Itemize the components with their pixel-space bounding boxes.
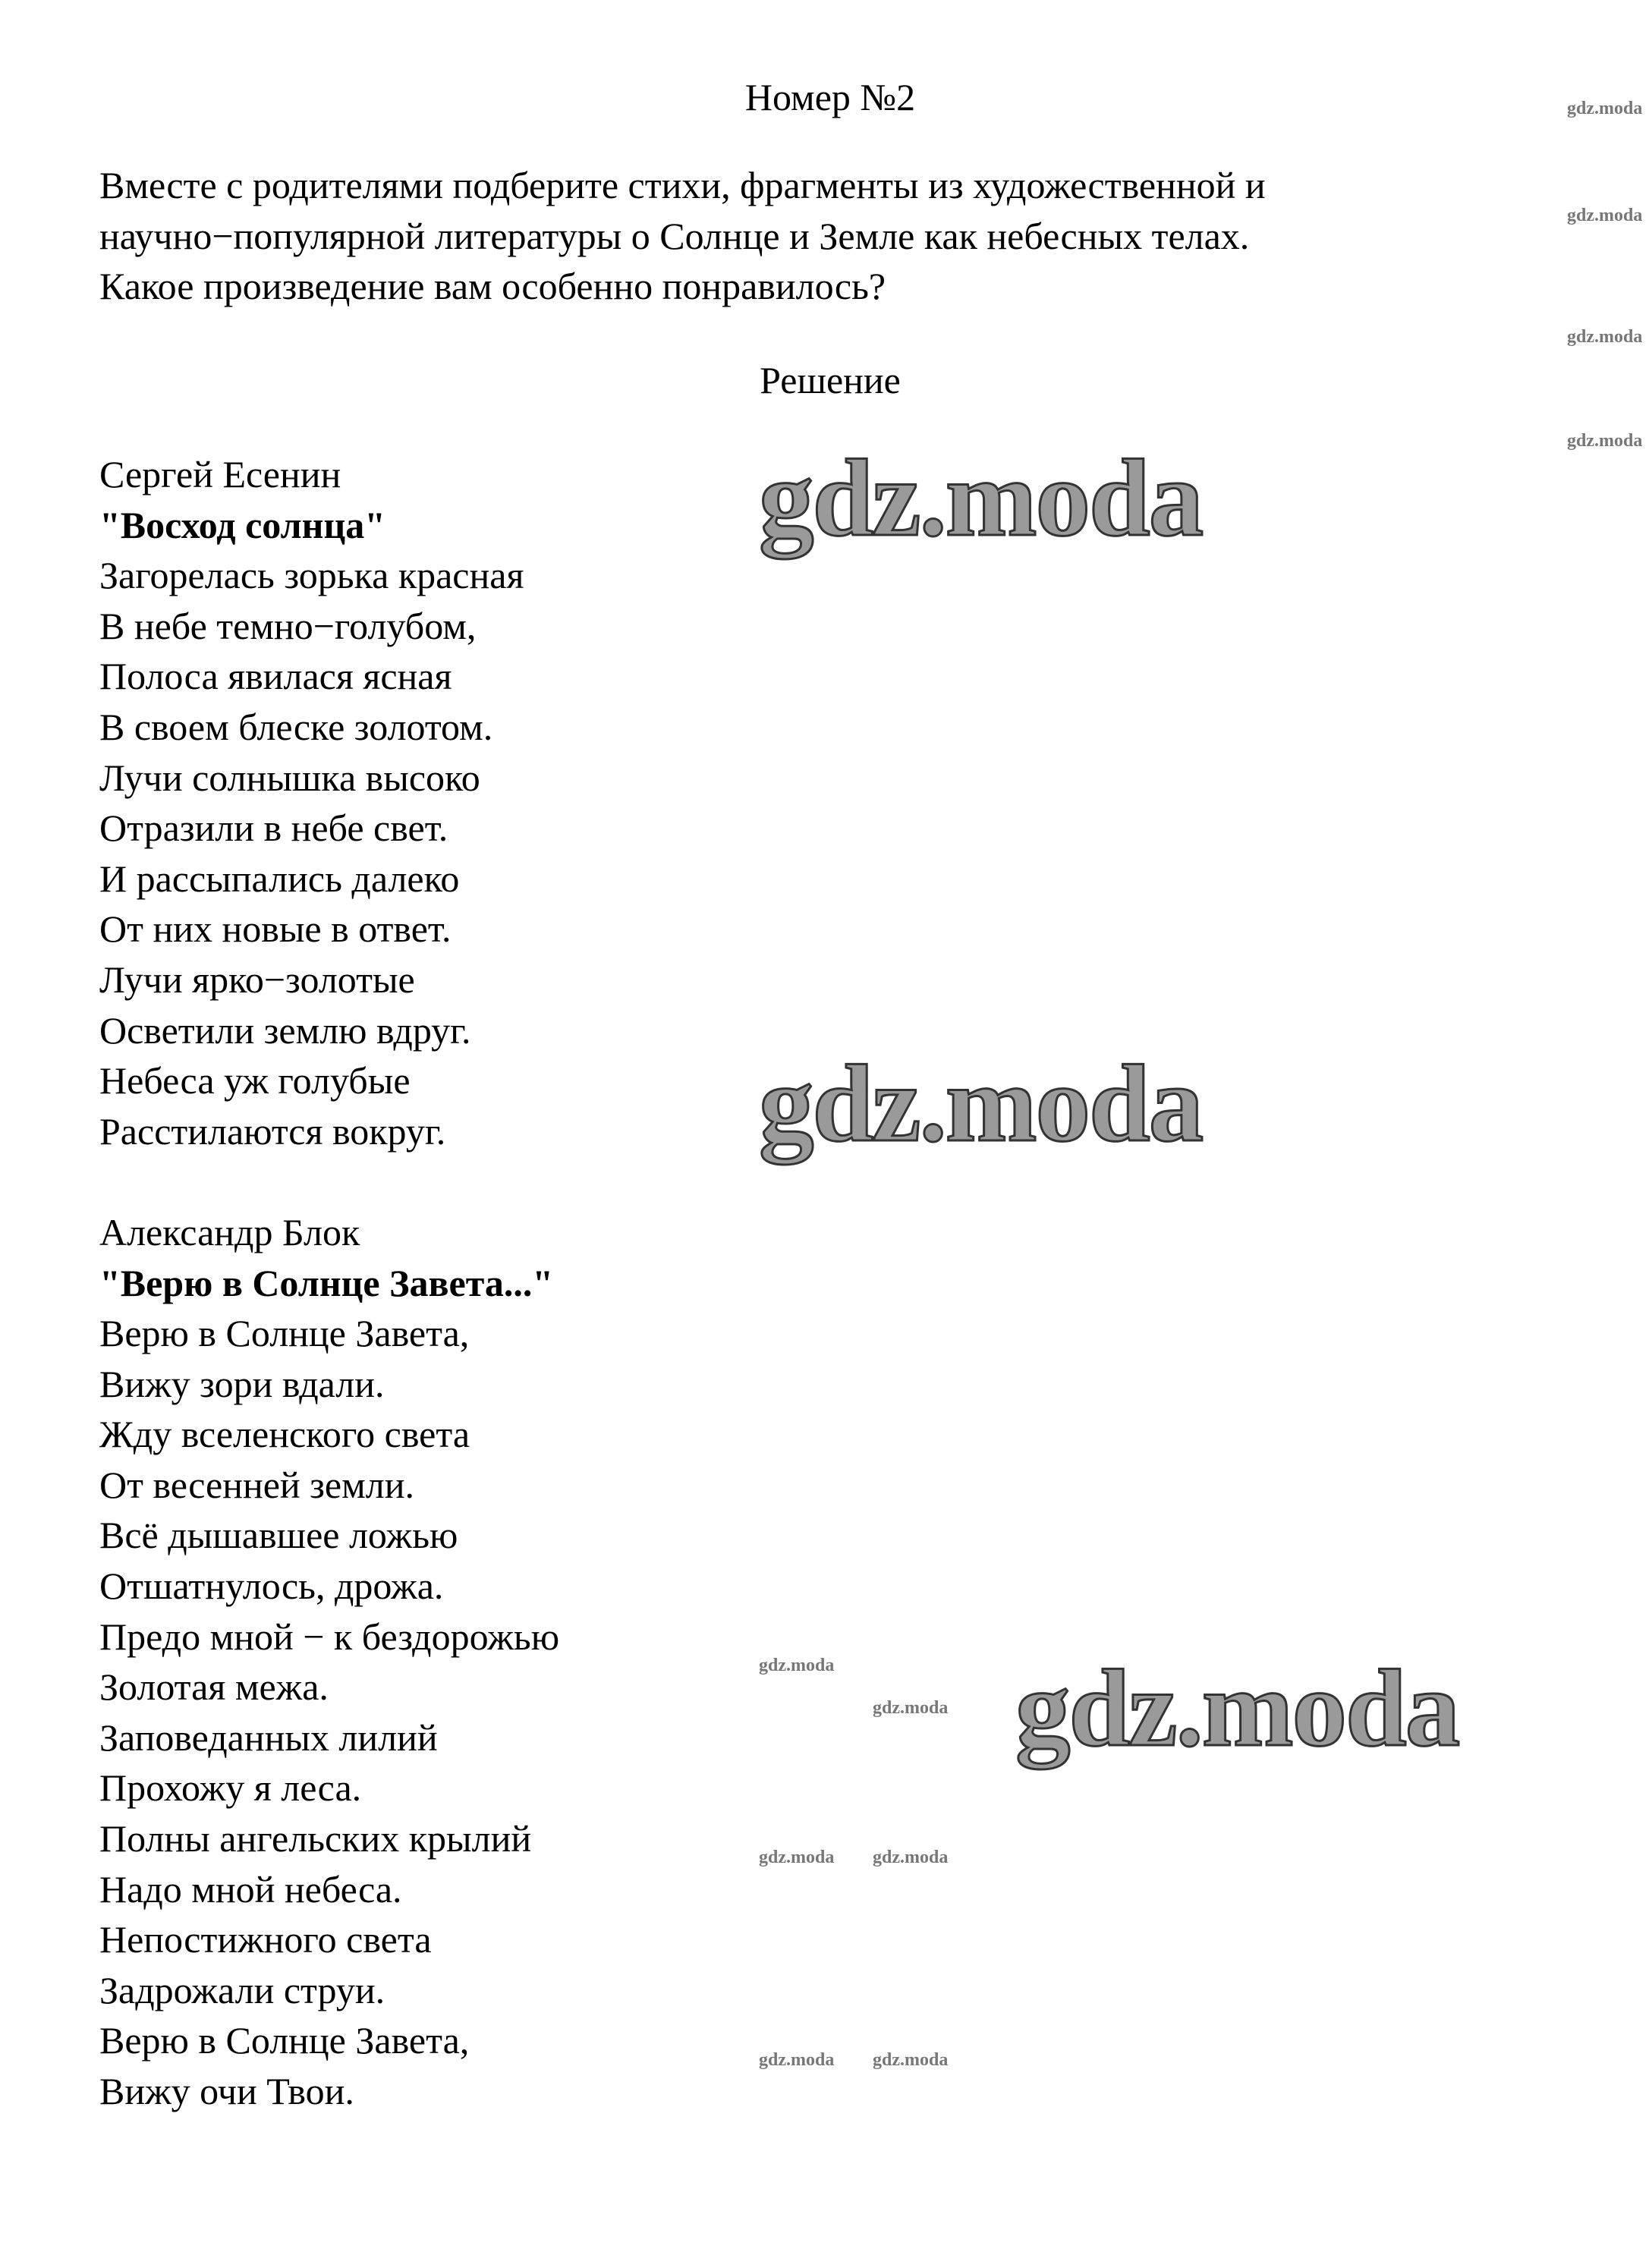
poem-line: От них новые в ответ. — [99, 907, 452, 951]
poem-line: Осветили землю вдруг. — [99, 1008, 471, 1052]
poem-line: В небе темно−голубом, — [99, 604, 477, 647]
watermark-large: gdz.moda — [1015, 1648, 1459, 1769]
question-line: научно−популярной литературы о Солнце и Земле как небесных телах. — [99, 214, 1250, 257]
poem-author: Александр Блок — [99, 1210, 360, 1253]
poem-line: Всё дышавшее ложью — [99, 1514, 458, 1557]
solution-heading: Решение — [760, 359, 901, 401]
watermark-small: gdz.moda — [1567, 327, 1643, 347]
poem-line: От весенней земли. — [99, 1463, 414, 1506]
poem-line: Надо мной небеса. — [99, 1867, 402, 1911]
poem-line: Вижу очи Твои. — [99, 2070, 354, 2112]
poem-line: Жду вселенского света — [99, 1413, 470, 1456]
poem-line: Загорелась зорька красная — [99, 554, 524, 597]
poem-line: Отшатнулось, дрожа. — [99, 1565, 444, 1608]
poem-line: Предо мной − к бездорожью — [99, 1615, 560, 1658]
watermark-large: gdz.moda — [759, 438, 1203, 559]
poem-line: Небеса уж голубые — [99, 1059, 411, 1102]
question-text — [99, 160, 1266, 312]
poem-author: Сергей Есенин — [99, 453, 341, 495]
spacer — [99, 1156, 559, 1207]
poem-line: В своем блеске золотом. — [99, 705, 493, 748]
poem-line: Полны ангельских крылий — [99, 1817, 532, 1860]
poem-line: Задрожали струи. — [99, 1968, 385, 2011]
watermark-large: gdz.moda — [759, 1043, 1203, 1165]
poem-line: Верю в Солнце Завета, — [99, 2019, 470, 2062]
poem-line: Расстилаются вокруг. — [99, 1109, 446, 1153]
poem-line: Полоса явилася ясная — [99, 655, 452, 698]
watermark-small: gdz.moda — [873, 2050, 949, 2070]
watermark-small: gdz.moda — [873, 1848, 949, 1867]
watermark-small: gdz.moda — [759, 1848, 835, 1867]
poem-line: Лучи ярко−золотые — [99, 958, 415, 1001]
poem-line: Лучи солнышка высоко — [99, 756, 480, 799]
page-title: Номер №2 — [744, 76, 916, 118]
poem-line: Непостижного света — [99, 1918, 432, 1961]
watermark-small: gdz.moda — [873, 1698, 949, 1718]
poem-line: Заповеданных лилий — [99, 1716, 438, 1759]
poem-title: "Восход солнца" — [99, 503, 386, 546]
poem-line: И рассыпались далеко — [99, 857, 460, 900]
poems — [99, 449, 559, 2117]
poem-line: Вижу зори вдали. — [99, 1362, 385, 1405]
poem-line: Золотая межа. — [99, 1665, 329, 1709]
watermark-small: gdz.moda — [1567, 206, 1643, 225]
poem-title: "Верю в Солнце Завета..." — [99, 1261, 554, 1304]
watermark-small: gdz.moda — [759, 1656, 835, 1675]
question-line: Какое произведение вам особенно понравилось? — [99, 265, 886, 308]
watermark-small: gdz.moda — [1567, 431, 1643, 451]
question-line: Вместе с родителями подберите стихи, фрагменты из художественной и — [99, 164, 1266, 206]
poem-line: Прохожу я леса. — [99, 1766, 362, 1810]
watermark-small: gdz.moda — [1567, 99, 1643, 118]
poem-line: Верю в Солнце Завета, — [99, 1312, 470, 1355]
watermark-small: gdz.moda — [759, 2050, 835, 2070]
poem-line: Отразили в небе свет. — [99, 807, 448, 850]
